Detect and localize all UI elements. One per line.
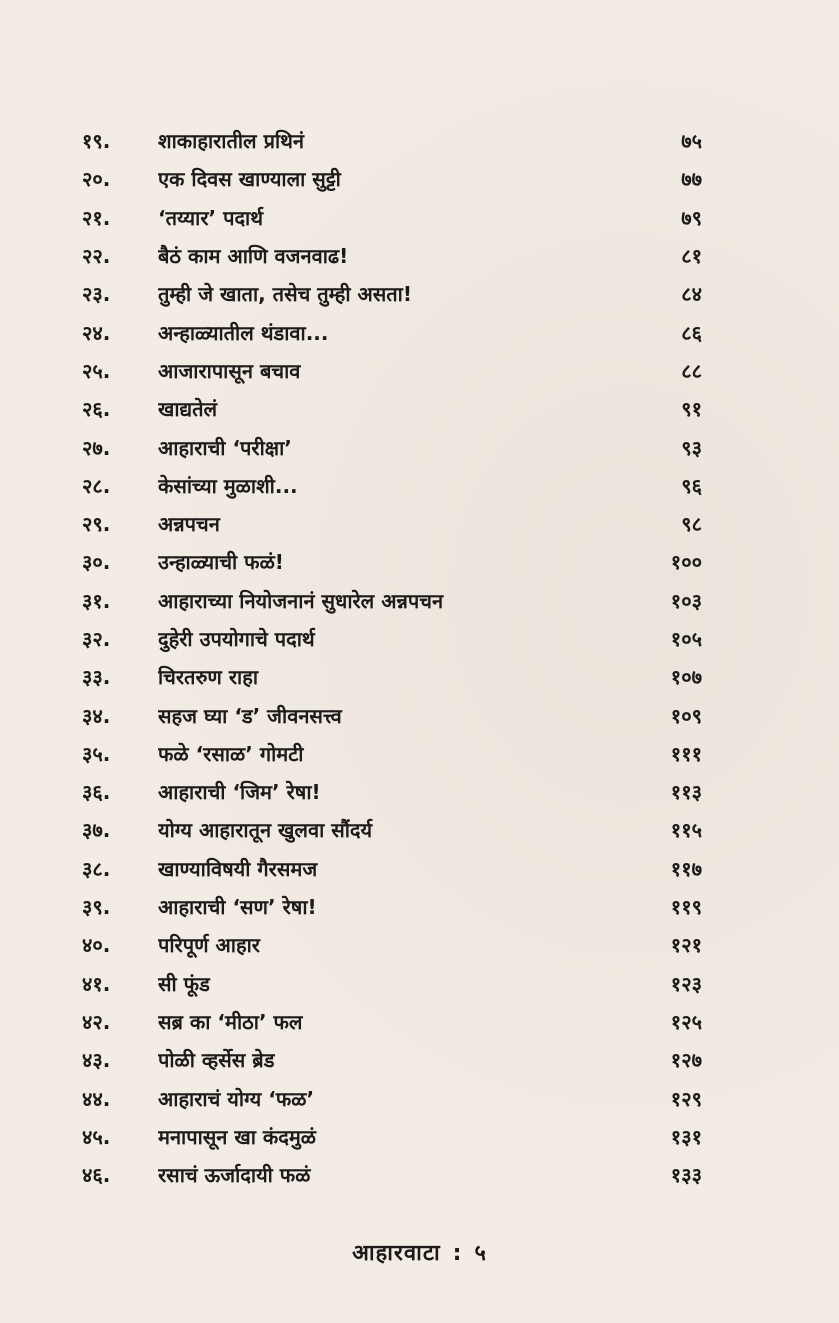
toc-entry-number: २९. xyxy=(82,512,111,537)
toc-entry-title: परिपूर्ण आहार xyxy=(158,933,260,958)
toc-entry-number: २२. xyxy=(82,244,111,269)
toc-entry xyxy=(82,811,702,849)
toc-entry xyxy=(82,965,702,1003)
toc-entry-title: पोळी व्हर्सेस ब्रेड xyxy=(158,1048,275,1073)
toc-entry-number: ३३. xyxy=(82,665,111,690)
toc-entry-title: बैठं काम आणि वजनवाढ! xyxy=(158,244,349,269)
toc-entry-title: आहाराचं योग्य ‘फळ’ xyxy=(158,1086,315,1111)
toc-entry-number: ३२. xyxy=(82,627,111,651)
toc-entry-title: सहज घ्या ‘ड’ जीवनसत्त्व xyxy=(158,703,342,728)
toc-entry-page: १०० xyxy=(670,550,702,575)
toc-entry xyxy=(82,620,702,658)
toc-entry xyxy=(82,467,702,505)
toc-entry-title: शाकाहारातील प्रथिनं xyxy=(158,129,305,154)
toc-entry-number: २४. xyxy=(82,320,111,345)
toc-entry-page: ८८ xyxy=(681,358,702,383)
toc-entry xyxy=(82,352,702,390)
toc-entry-number: २१. xyxy=(82,205,111,230)
toc-entry xyxy=(82,237,702,275)
toc-entry xyxy=(82,1118,702,1156)
toc-entry-number: ४१. xyxy=(82,971,111,996)
toc-entry-number: १९. xyxy=(82,129,111,154)
page-footer xyxy=(0,1237,839,1267)
toc-entry-page: १२७ xyxy=(670,1048,702,1073)
toc-entry-page: १०९ xyxy=(670,703,702,728)
toc-entry-number: २६. xyxy=(82,397,111,422)
toc-entry-title: केसांच्या मुळाशी... xyxy=(158,473,298,498)
toc-entry xyxy=(82,696,702,734)
toc-entry xyxy=(82,160,702,198)
table-of-contents xyxy=(82,122,702,1194)
toc-entry-number: ३८. xyxy=(82,856,111,881)
toc-entry-number: ३५. xyxy=(82,741,111,766)
toc-entry-page: ८६ xyxy=(681,320,702,345)
toc-entry-number: २५. xyxy=(82,358,111,383)
toc-entry xyxy=(82,1041,702,1079)
toc-entry-title: एक दिवस खाण्याला सुट्टी xyxy=(158,167,341,192)
toc-entry xyxy=(82,122,702,160)
footer-page-number: ५ xyxy=(474,1241,487,1266)
footer-book-title: आहारवाटा xyxy=(352,1241,441,1266)
toc-entry xyxy=(82,275,702,313)
toc-entry-title: खाद्यतेलं xyxy=(158,397,218,422)
toc-entry-number: ४२. xyxy=(82,1009,111,1034)
toc-entry-number: ४३. xyxy=(82,1048,111,1073)
toc-entry-number: २८. xyxy=(82,473,111,498)
footer-separator: : xyxy=(452,1241,463,1266)
toc-entry-page: ७५ xyxy=(681,129,702,154)
toc-entry-number: ३९. xyxy=(82,895,111,920)
toc-entry-page: १२३ xyxy=(670,971,702,996)
toc-entry-number: ३०. xyxy=(82,550,111,575)
toc-entry xyxy=(82,1079,702,1117)
toc-entry-number: ४६. xyxy=(82,1163,111,1188)
toc-entry-page: ८१ xyxy=(681,244,702,269)
toc-entry-page: १२९ xyxy=(670,1086,702,1111)
toc-entry xyxy=(82,582,702,620)
toc-entry-page: १०३ xyxy=(670,588,702,613)
toc-entry-page: ८४ xyxy=(681,282,702,307)
toc-entry xyxy=(82,773,702,811)
toc-entry-page: ११३ xyxy=(670,780,702,805)
toc-entry-page: ९८ xyxy=(681,512,702,537)
toc-entry-page: १३३ xyxy=(670,1163,702,1188)
toc-entry-number: २७. xyxy=(82,435,111,460)
toc-entry-title: योग्य आहारातून खुलवा सौंदर्य xyxy=(158,818,373,843)
toc-entry-page: १०७ xyxy=(670,665,702,690)
toc-entry-title: सब्र का ‘मीठा’ फल xyxy=(158,1009,303,1034)
toc-entry-page: १२१ xyxy=(670,933,702,958)
toc-entry-title: आहाराची ‘परीक्षा’ xyxy=(158,435,292,460)
toc-entry-title: सी फूंड xyxy=(158,971,210,996)
toc-entry-title: फळे ‘रसाळ’ गोमटी xyxy=(158,741,304,766)
toc-entry xyxy=(82,735,702,773)
toc-entry-title: आहाराची ‘जिम’ रेषा! xyxy=(158,780,321,805)
toc-entry-page: ११९ xyxy=(670,895,702,920)
toc-entry xyxy=(82,1003,702,1041)
toc-entry-page: ७७ xyxy=(681,167,702,192)
toc-entry xyxy=(82,199,702,237)
toc-entry-number: ३४. xyxy=(82,703,111,728)
toc-entry-page: ७९ xyxy=(681,205,702,230)
toc-entry-page: ११७ xyxy=(670,856,702,881)
toc-entry-page: ९१ xyxy=(681,397,702,422)
toc-entry xyxy=(82,850,702,888)
toc-entry-number: ३७. xyxy=(82,818,111,843)
toc-entry xyxy=(82,390,702,428)
toc-entry-title: उन्हाळ्याची फळं! xyxy=(158,550,284,575)
toc-entry-title: तुम्ही जे खाता, तसेच तुम्ही असता! xyxy=(158,282,412,307)
toc-entry-page: १२५ xyxy=(670,1009,702,1034)
toc-entry xyxy=(82,658,702,696)
toc-entry-number: ४५. xyxy=(82,1124,111,1149)
toc-entry-title: खाण्याविषयी गैरसमज xyxy=(158,856,318,881)
toc-entry-title: ‘तय्यार’ पदार्थ xyxy=(158,205,264,230)
toc-entry-title: चिरतरुण राहा xyxy=(158,665,259,690)
toc-entry-title: दुहेरी उपयोगाचे पदार्थ xyxy=(158,627,315,651)
toc-entry xyxy=(82,428,702,466)
toc-entry-page: १३१ xyxy=(670,1124,702,1149)
toc-entry-number: ४०. xyxy=(82,933,111,958)
toc-entry-title: रसाचं ऊर्जादायी फळं xyxy=(158,1163,311,1188)
toc-entry-page: १०५ xyxy=(670,627,702,651)
toc-entry xyxy=(82,313,702,351)
toc-entry xyxy=(82,1156,702,1194)
toc-entry xyxy=(82,888,702,926)
toc-entry-title: आजारापासून बचाव xyxy=(158,358,301,383)
toc-entry-title: अन्नपचन xyxy=(158,512,220,537)
toc-entry-number: ३१. xyxy=(82,588,111,613)
toc-entry xyxy=(82,505,702,543)
toc-entry xyxy=(82,926,702,964)
toc-entry-page: ९३ xyxy=(681,435,702,460)
toc-entry-number: २०. xyxy=(82,167,111,192)
toc-entry-number: ४४. xyxy=(82,1086,111,1111)
toc-entry-title: अन्हाळ्यातील थंडावा... xyxy=(158,320,329,345)
toc-entry-page: १११ xyxy=(670,741,702,766)
toc-entry xyxy=(82,543,702,581)
toc-entry-title: मनापासून खा कंदमुळं xyxy=(158,1124,317,1149)
toc-entry-page: ९६ xyxy=(681,473,702,498)
toc-entry-title: आहाराच्या नियोजनानं सुधारेल अन्नपचन xyxy=(158,588,444,613)
toc-entry-number: ३६. xyxy=(82,780,111,805)
toc-entry-title: आहाराची ‘सण’ रेषा! xyxy=(158,895,317,920)
toc-entry-number: २३. xyxy=(82,282,111,307)
toc-entry-page: ११५ xyxy=(670,818,702,843)
